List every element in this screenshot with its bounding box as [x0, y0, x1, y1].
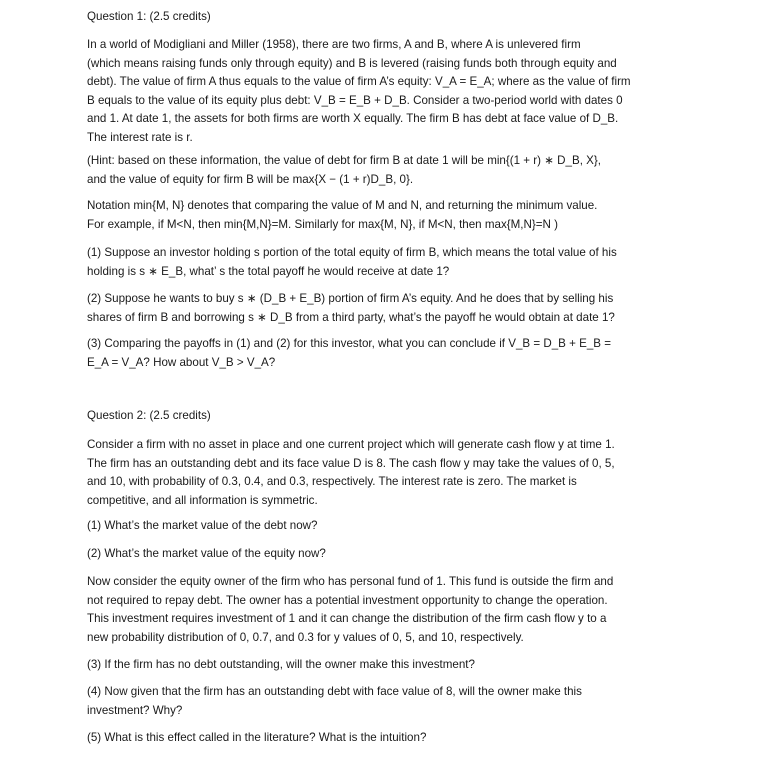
q1-intro-line: and 1. At date 1, the assets for both firms are worth X equally. The firm B has debt at face value of D_B.	[87, 112, 619, 126]
question-1-notation	[87, 197, 677, 234]
q2-part4-line: investment? Why?	[87, 703, 183, 717]
q1-hint-line: (Hint: based on these information, the value of debt for firm B at date 1 will be min{(1 + r) ∗ D_B, X},	[87, 154, 601, 167]
q1-intro-line: B equals to the value of its equity plus debt: V_B = E_B + D_B. Consider a two-period world with dates 0	[87, 93, 623, 107]
question-2-part-1: (1) What’s the market value of the debt now?	[87, 519, 318, 532]
q2-part4-line: (4) Now given that the firm has an outstanding debt with face value of 8, will the owner make this	[87, 685, 582, 698]
question-1-title: Question 1: (2.5 credits)	[87, 10, 211, 23]
q1-intro-line: debt). The value of firm A thus equals to the value of firm A’s equity: V_A = E_A; where as the value of firm	[87, 75, 631, 89]
question-1-hint	[87, 152, 677, 189]
question-2-part-2: (2) What’s the market value of the equity now?	[87, 547, 326, 560]
question-1-part-2	[87, 290, 677, 327]
question-2-part-5: (5) What is this effect called in the literature? What is the intuition?	[87, 731, 427, 744]
question-2-title: Question 2: (2.5 credits)	[87, 409, 211, 422]
question-2-part-4	[87, 683, 677, 720]
q2-intro-line: competitive, and all information is symmetric.	[87, 493, 318, 507]
q1-hint-line: and the value of equity for firm B will be max{X − (1 + r)D_B, 0}.	[87, 172, 414, 186]
q1-intro-line: (which means raising funds only through equity) and B is levered (raising funds both through equity and	[87, 56, 617, 70]
q2-scenario-line: not required to repay debt. The owner has a potential investment opportunity to change the operation.	[87, 593, 608, 607]
question-2-scenario	[87, 573, 677, 647]
q1-notation-line: For example, if M<N, then min{M,N}=M. Similarly for max{M, N}, if M<N, then max{M,N}=N )	[87, 217, 558, 231]
question-1-intro	[87, 36, 677, 148]
q2-intro-line: and 10, with probability of 0.3, 0.4, and 0.3, respectively. The interest rate is zero. The market is	[87, 475, 577, 489]
q1-intro-line: In a world of Modigliani and Miller (1958), there are two firms, A and B, where A is unlevered firm	[87, 38, 581, 51]
question-2-intro	[87, 436, 677, 510]
q2-scenario-line: Now consider the equity owner of the firm who has personal fund of 1. This fund is outside the firm and	[87, 575, 614, 588]
q1-part1-line: (1) Suppose an investor holding s portion of the total equity of firm B, which means the total value of his	[87, 246, 617, 259]
q2-scenario-line: new probability distribution of 0, 0.7, and 0.3 for y values of 0, 5, and 10, respectively.	[87, 630, 524, 644]
q1-notation-line: Notation min{M, N} denotes that comparing the value of M and N, and returning the minimum value.	[87, 199, 598, 212]
q2-intro-line: Consider a firm with no asset in place and one current project which will generate cash flow y at time 1.	[87, 438, 615, 451]
q1-intro-line: The interest rate is r.	[87, 130, 193, 144]
q1-part2-line: (2) Suppose he wants to buy s ∗ (D_B + E_B) portion of firm A’s equity. And he does that by selling his	[87, 292, 614, 305]
question-1-part-3	[87, 335, 677, 372]
q2-scenario-line: This investment requires investment of 1 and it can change the distribution of the firm cash flow y to a	[87, 612, 607, 626]
q2-intro-line: The firm has an outstanding debt and its face value D is 8. The cash flow y may take the values of 0, 5,	[87, 456, 615, 470]
q1-part2-line: shares of firm B and borrowing s ∗ D_B from a third party, what’s the payoff he would obtain at date 1?	[87, 310, 615, 324]
question-2-part-3: (3) If the firm has no debt outstanding, will the owner make this investment?	[87, 658, 475, 671]
question-1-part-1	[87, 244, 677, 281]
q1-part1-line: holding is s ∗ E_B, what’ s the total payoff he would receive at date 1?	[87, 264, 450, 278]
q1-part3-line: (3) Comparing the payoffs in (1) and (2) for this investor, what you can conclude if V_B = D_B + E_B =	[87, 337, 612, 350]
q1-part3-line: E_A = V_A? How about V_B > V_A?	[87, 355, 276, 369]
